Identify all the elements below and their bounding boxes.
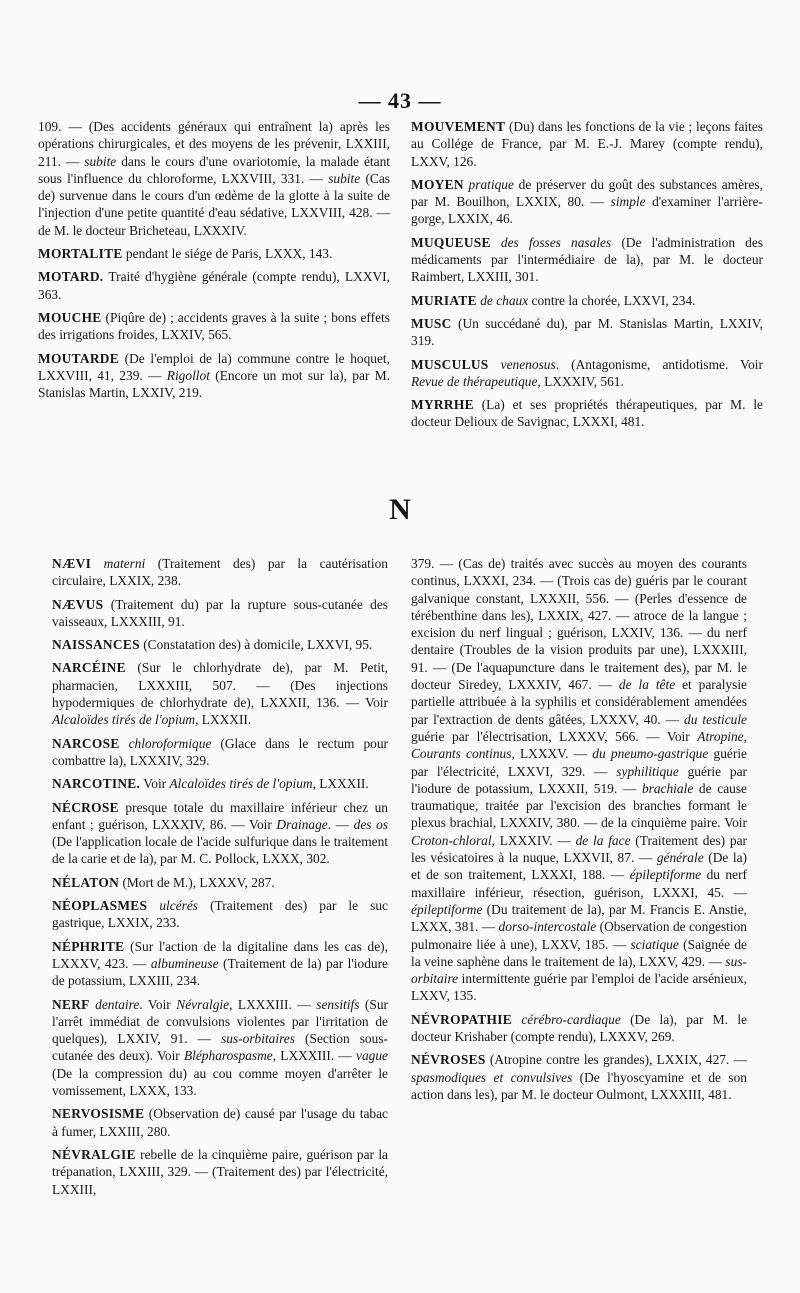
entry-italic-text: Alcaloïdes tirés de l'opium <box>52 712 196 728</box>
entry-headword: NÆVI <box>52 556 92 571</box>
entry-text: guérie par l'électricité, LXXVI, 329. — <box>411 746 747 779</box>
entry-italic-text: cérébro-cardiaque <box>521 1011 621 1027</box>
entry-text: (Observation de congestion pulmonaire liée à une), LXXV, 185. — <box>411 919 747 952</box>
column-top-left <box>38 118 390 407</box>
entry-headword: NÉCROSE <box>52 799 119 815</box>
entry-headword: NÉPHRITE <box>52 938 125 954</box>
entry-italic-text: générale <box>656 850 704 866</box>
column-bottom-right <box>411 555 747 1109</box>
entry-headword: NÆVUS <box>52 596 104 612</box>
entry-text: , LXXXIV. — <box>491 832 576 848</box>
entry-italic-text: de la face <box>575 832 631 848</box>
entry-text <box>491 235 501 250</box>
entry-headword: NERVOSISME <box>52 1106 145 1122</box>
entry-text: Traité d'hygiène générale (compte rendu), LXXVI, 363. <box>38 269 390 302</box>
index-entry <box>52 874 388 891</box>
entry-text: (De la), par M. le docteur Krishaber (compte rendu), LXXXV, 269. <box>411 1011 747 1045</box>
index-entry <box>38 118 390 239</box>
entry-text: . Voir <box>139 996 177 1012</box>
entry-italic-text: épileptiforme <box>629 867 702 883</box>
entry-italic-text: spasmodiques et convulsives <box>411 1069 573 1085</box>
entry-headword: MOTARD. <box>38 269 104 285</box>
entry-text: , LXXXIV, 561. <box>537 373 624 389</box>
entry-text: Voir <box>140 776 170 792</box>
entry-italic-text: ulcérés <box>159 898 199 914</box>
index-entry <box>52 659 388 728</box>
entry-text: (De l'administration des médicaments par l'intermédiaire de la), par M. le docteur Raimbert, LXXIII, 301. <box>411 234 763 285</box>
entry-italic-text: Rigollot <box>166 367 210 383</box>
index-entry <box>411 1011 747 1046</box>
entry-text: intermittente guérie par l'emploi de l'acide arsénieux, LXXV, 135. <box>411 971 747 1004</box>
entry-italic-text: Atropine <box>697 728 744 744</box>
entry-headword: NARCOSE <box>52 735 120 751</box>
index-entry <box>411 234 763 286</box>
entry-headword: NÉOPLASMES <box>52 898 148 914</box>
entry-text: , <box>743 728 747 744</box>
entry-text <box>489 357 501 372</box>
entry-italic-text: de la tête <box>618 677 676 693</box>
entry-italic-text: Névralgie <box>176 996 230 1012</box>
entry-text: (De la) et de son traitement, LXXXI, 188. — <box>411 850 747 883</box>
entry-text: contre la chorée, LXXVI, 234. <box>528 292 696 308</box>
index-entry <box>411 315 763 350</box>
entry-text: (La) et ses propriétés thérapeutiques, par M. le docteur Delioux de Savignac, LXXXI, 481. <box>411 397 763 430</box>
entry-text: (Traitement des) par la cautérisation circulaire, LXXIX, 238. <box>52 556 388 589</box>
entry-italic-text: materni <box>103 556 146 571</box>
entry-headword: NARCOTINE. <box>52 776 141 792</box>
index-entry <box>52 636 388 653</box>
index-entry <box>411 356 763 391</box>
entry-text: , LXXXIII. — <box>272 1048 357 1064</box>
entry-text: guérie par l'iodure de potassium, LXXXII, 519. — <box>411 763 747 796</box>
entry-headword: MUSC <box>411 315 452 331</box>
entry-italic-text: brachiale <box>641 780 694 796</box>
entry-italic-text: dentaire <box>95 996 140 1012</box>
index-entry <box>52 938 388 990</box>
section-letter: N <box>389 493 411 526</box>
entry-text: pendant le siége de Paris, LXXX, 143. <box>122 246 333 262</box>
index-entry <box>411 292 763 309</box>
entry-italic-text: sciatique <box>630 936 679 952</box>
entry-text: (Sur le chlorhydrate de), par M. Petit, pharmacien, LXXXIII, 507. — (Des injections hypodermiques de chlorhydrate de), LXXXII, 136. — Voir <box>52 660 388 711</box>
entry-text: rebelle de la cinquième paire, guérison par la trépanation, LXXIII, 329. — (Traitement des) par l'électricité, LXXIII, <box>52 1146 388 1197</box>
entry-italic-text: subite <box>328 170 361 186</box>
index-entry <box>411 1051 747 1103</box>
entry-text: presque totale du maxillaire inférieur chez un enfant ; guérison, LXXXIV, 86. — Voir <box>52 799 388 832</box>
entry-italic-text: Courants continus <box>411 746 512 762</box>
entry-headword: NÉLATON <box>52 874 120 890</box>
entry-italic-text: sus-orbitaire <box>411 953 747 987</box>
entry-text: (Section sous-cutanée des deux). Voir <box>52 1031 388 1064</box>
entry-italic-text: Alcaloïdes tirés de l'opium <box>169 776 313 792</box>
entry-italic-text: des os <box>353 816 389 832</box>
index-entry <box>52 996 388 1100</box>
entry-italic-text: du pneumo-gastrique <box>592 746 709 762</box>
entry-text: (Traitement des) par le suc gastrique, LXXIX, 233. <box>52 898 388 931</box>
entry-headword: NERF <box>52 996 90 1012</box>
entry-italic-text: Croton-chloral <box>411 832 492 848</box>
index-entry <box>52 1105 388 1140</box>
entry-text: guérie par l'électrisation, LXXXV, 566. — Voir <box>411 728 698 744</box>
entry-italic-text: dorso-intercostale <box>498 919 597 935</box>
entry-italic-text: des fosses nasales <box>500 234 612 250</box>
entry-headword: MOUCHE <box>38 309 102 325</box>
index-entry <box>38 268 390 303</box>
entry-headword: MOUTARDE <box>38 350 120 366</box>
entry-headword: MORTALITE <box>38 246 123 262</box>
column-bottom-left <box>52 555 388 1204</box>
entry-headword: NAISSANCES <box>52 637 140 653</box>
entry-headword: NÉVROSES <box>411 1052 486 1068</box>
entry-italic-text: simple <box>610 194 646 210</box>
entry-headword: MUSCULUS <box>411 356 489 372</box>
entry-headword: NÉVROPATHIE <box>411 1011 513 1027</box>
entry-text: (Glace dans le rectum pour combattre la), LXXXIV, 329. <box>52 735 388 768</box>
entry-headword: MURIATE <box>411 292 477 308</box>
entry-text: , LXXXII. <box>312 776 369 792</box>
entry-italic-text: albumineuse <box>150 955 219 971</box>
index-entry <box>38 350 390 402</box>
entry-italic-text: subite <box>84 153 117 169</box>
index-entry <box>411 118 763 170</box>
entry-text <box>120 736 129 751</box>
entry-text: et paralysie partielle attribuée à la syphilis et considérablement amendées par l'extraction de dents gâtées, LXXXV, 40. — <box>411 677 747 727</box>
entry-text: (Du traitement de la), par M. Francis E. Anstie, LXXX, 381. — <box>411 901 747 935</box>
entry-italic-text: Revue de thérapeutique <box>411 373 538 389</box>
entry-text: (Cas de) survenue dans le cours d'un œdème de la glotte à la suite de l'injection d'une petite quantité d'eau sédative, LXXVIII, 428. — de M. le docteur Bricheteau, LXXXIV. <box>38 170 390 238</box>
entry-text: (Atropine contre les grandes), LXXIX, 427. — <box>485 1052 747 1068</box>
entry-headword: MYRRHE <box>411 397 474 413</box>
entry-text: d'examiner l'arrière-gorge, LXXIX, 46. <box>411 194 763 227</box>
entry-text: du nerf maxillaire inférieur, résection, guérison, LXXXI, 45. — <box>411 867 747 900</box>
entry-italic-text: sensitifs <box>316 996 360 1012</box>
entry-text: . — <box>327 816 354 832</box>
entry-text <box>91 556 104 571</box>
entry-text: 109. — (Des accidents généraux qui entraînent la) après les opérations chirurgicales, et des moyens de les prévenir, LXXIII, 211. — <box>38 119 390 169</box>
entry-text: (Traitement de la) par l'iodure de potassium, LXXIII, 234. <box>52 955 389 989</box>
entry-headword: NARCÉINE <box>52 660 126 676</box>
entry-text: (De la compression du) au cou comme moyen d'arrêter le vomissement, LXXX, 133. <box>52 1065 388 1099</box>
entry-text: de cause traumatique, traitée par l'excision des branches formant le plexus brachial, LXXXIV, 380. — de la cinquième paire. Voir <box>411 780 747 831</box>
entry-headword: NÉVRALGIE <box>52 1146 136 1162</box>
index-entry <box>411 555 747 1005</box>
entry-text: . (Antagonisme, antidotisme. Voir <box>555 356 763 372</box>
entry-text: (De l'emploi de la) commune contre le hoquet, LXXVIII, 41, 239. — <box>38 350 390 383</box>
index-entry <box>52 775 388 792</box>
index-entry <box>411 176 763 228</box>
entry-text: (De l'application locale de l'acide sulfurique dans le traitement de la carie et de la), par M. C. Pollock, LXXX, 302. <box>52 834 388 867</box>
entry-text: (Du) dans les fonctions de la vie ; leçons faites au Collége de France, par M. E.-J. Marey (compte rendu), LXXV, 126. <box>411 119 763 169</box>
entry-text: de préserver du goût des substances amères, par M. Bouilhon, LXXIX, 80. — <box>411 176 763 210</box>
entry-text: (De l'hyoscyamine et de son action dans les), par M. le docteur Oulmont, LXXXIII, 481. <box>411 1069 747 1102</box>
index-entry <box>38 245 390 262</box>
index-entry <box>411 396 763 431</box>
entry-text: , LXXXIII. — <box>229 996 317 1012</box>
entry-text: (Mort de M.), LXXXV, 287. <box>119 874 275 890</box>
entry-text: (Saignée de la veine saphène dans le traitement de la), LXXV, 429. — <box>411 936 747 969</box>
entry-text: (Sur l'arrêt immédiat de convulsions violentes par l'irritation de quelques), LXXIV, 91. — <box>52 996 388 1047</box>
index-entry <box>52 1146 388 1198</box>
entry-text: (Traitement des) par les vésicatoires à la nuque, LXXVII, 87. — <box>411 832 747 866</box>
index-entry <box>52 799 388 868</box>
entry-text: , LXXXV. — <box>511 746 593 762</box>
entry-headword: MOUVEMENT <box>411 119 506 134</box>
entry-text <box>147 898 159 913</box>
entry-text: (Constatation des) à domicile, LXXVI, 95. <box>139 637 373 653</box>
entry-headword: MUQUEUSE <box>411 234 491 250</box>
index-entry <box>38 309 390 344</box>
entry-text: 379. — (Cas de) traités avec succès au moyen des courants continus, LXXXI, 234. — (Trois cas de) guéris par le courant galvanique constant, LXXXII, 556. — (Perles d'essence de térébenthine dans les), LXXIX, 427. — atroce de la langue ; excision du nerf lingual ; guérison, LXXIV, 136. — du nerf dentaire (Troubles de la vision produits par une), LXXXIII, 91. — (De l'aquapuncture dans le traitement des), par M. le docteur Siredey, LXXXIV, 467. — <box>411 556 747 693</box>
entry-italic-text: venenosus <box>500 356 556 372</box>
entry-text: (Encore un mot sur la), par M. Stanislas Martin, LXXIV, 219. <box>38 367 390 401</box>
index-entry <box>52 735 388 770</box>
entry-italic-text: sus-orbitaires <box>221 1031 295 1047</box>
entry-text: dans le cours d'une ovariotomie, la malade étant sous l'influence du chloroforme, LXXVIII, 331. — <box>38 153 390 186</box>
page-number: — 43 — <box>358 88 442 113</box>
entry-text: (Un succédané du), par M. Stanislas Martin, LXXIV, 319. <box>411 315 763 349</box>
entry-text <box>512 1012 521 1027</box>
entry-italic-text: Blépharospasme <box>183 1048 273 1064</box>
entry-italic-text: syphilitique <box>616 763 679 779</box>
entry-text: (Piqûre de) ; accidents graves à la suite ; bons effets des irrigations froides, LXXIV, 565. <box>38 309 390 343</box>
entry-italic-text: pratique <box>468 176 514 192</box>
entry-text: (Sur l'action de la digitaline dans les cas de), LXXXV, 423. — <box>52 938 388 971</box>
entry-text: , LXXXII. <box>195 712 252 728</box>
entry-headword: MOYEN <box>411 176 464 192</box>
entry-italic-text: du testicule <box>684 711 747 727</box>
entry-italic-text: chloroformique <box>128 735 212 751</box>
column-top-right <box>411 118 763 437</box>
index-entry <box>52 897 388 932</box>
entry-italic-text: de chaux <box>480 292 529 308</box>
entry-italic-text: épileptiforme <box>411 901 483 917</box>
index-entry <box>52 596 388 631</box>
entry-text: (Traitement du) par la rupture sous-cutanée des vaisseaux, LXXXIII, 91. <box>52 596 388 629</box>
entry-text: (Observation de) causé par l'usage du tabac à fumer, LXXIII, 280. <box>52 1106 388 1139</box>
entry-italic-text: Drainage <box>276 816 328 832</box>
index-entry <box>52 555 388 590</box>
entry-italic-text: vague <box>356 1048 388 1064</box>
